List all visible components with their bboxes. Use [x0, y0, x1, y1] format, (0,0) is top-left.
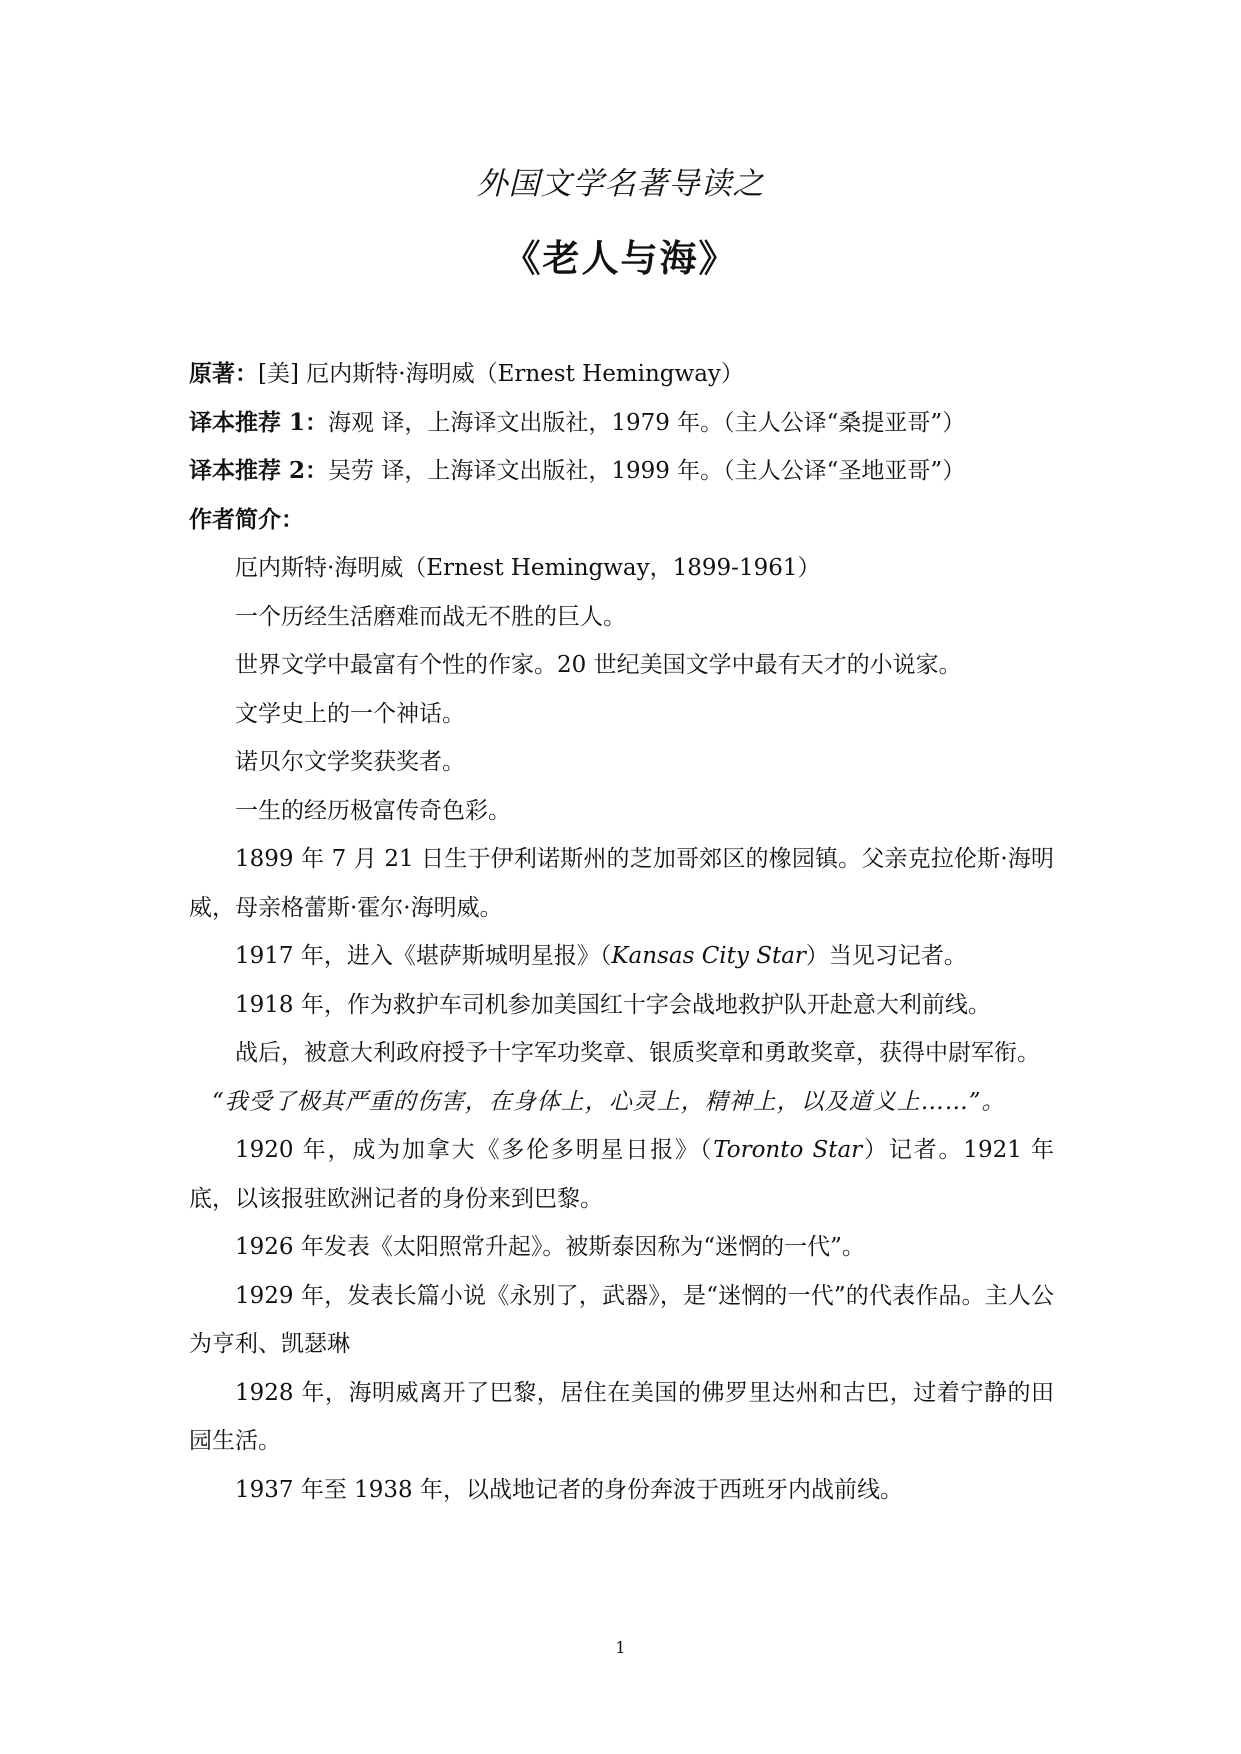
author-intro-heading — [189, 496, 1054, 545]
paragraph-text: 1920 年，成为加拿大《多伦多明星日报》（ — [235, 1137, 714, 1163]
series-title: 外国文学名著导读之 — [476, 166, 765, 202]
paragraph: 1918 年，作为救护车司机参加美国红十字会战地救护队开赴意大利前线。 — [235, 991, 991, 1018]
document-body — [189, 350, 1054, 1514]
translation-1-value: 海观 译，上海译文出版社，1979 年。（主人公译“桑提亚哥”） — [328, 409, 966, 436]
translation-2-label: 译本推荐 2： — [189, 457, 329, 484]
translation-2-value: 吴劳 译，上海译文出版社，1999 年。（主人公译“圣地亚哥”） — [328, 458, 966, 484]
paragraph: 1937 年至 1938 年，以战地记者的身份奔波于西班牙内战前线。 — [235, 1476, 903, 1503]
paragraph: 厄内斯特·海明威（Ernest Hemingway，1899-1961） — [235, 555, 821, 581]
paragraph: 文学史上的一个神话。 — [235, 700, 465, 727]
paragraph: 战后，被意大利政府授予十字军功奖章、银质奖章和勇敢奖章，获得中尉军衔。 — [235, 1040, 1040, 1066]
paragraph: 一生的经历极富传奇色彩。 — [235, 797, 511, 824]
original-author-line — [189, 350, 1054, 399]
paragraph: 1926 年发表《太阳照常升起》。被斯泰因称为“迷惘的一代”。 — [235, 1234, 865, 1260]
quote: “我受了极其严重的伤害，在身体上，心灵上，精神上，以及道义上……”。 — [212, 1088, 1006, 1115]
translation-1-label: 译本推荐 1： — [189, 408, 329, 436]
translation-1-line — [189, 399, 1054, 448]
paragraph — [189, 932, 1054, 981]
paragraph: 1928 年，海明威离开了巴黎，居住在美国的佛罗里达州和古巴，过着宁静的田园生活。 — [189, 1379, 1054, 1454]
original-label: 原著： — [189, 360, 258, 387]
paragraph: 1929 年，发表长篇小说《永别了，武器》，是“迷惘的一代”的代表作品。主人公为亨利、凯瑟琳 — [189, 1282, 1054, 1357]
paragraph — [189, 1126, 1054, 1223]
author-intro-label: 作者简介： — [189, 505, 304, 533]
original-value: [美] 厄内斯特·海明威（Ernest Hemingway） — [258, 361, 744, 387]
page-number: 1 — [615, 1638, 626, 1657]
newspaper-name: Toronto Star — [713, 1137, 863, 1163]
book-title: 《老人与海》 — [503, 236, 738, 280]
translation-2-line — [189, 447, 1054, 496]
paragraph: 一个历经生活磨难而战无不胜的巨人。 — [235, 603, 626, 630]
paragraph: 诺贝尔文学奖获奖者。 — [235, 749, 465, 775]
newspaper-name: Kansas City Star — [611, 943, 806, 969]
paragraph-text: ）当见习记者。 — [805, 943, 967, 969]
paragraph-text: ）记者。1921 年底，以该报驻欧洲记者的身份来到巴黎。 — [189, 1137, 1054, 1212]
paragraph: 1899 年 7 月 21 日生于伊利诺斯州的芝加哥郊区的橡园镇。父亲克拉伦斯·海明威，母亲格蕾斯·霍尔·海明威。 — [189, 846, 1054, 921]
paragraph: 世界文学中最富有个性的作家。20 世纪美国文学中最有天才的小说家。 — [235, 652, 962, 678]
paragraph-text: 1917 年，进入《堪萨斯城明星报》（ — [235, 943, 612, 969]
